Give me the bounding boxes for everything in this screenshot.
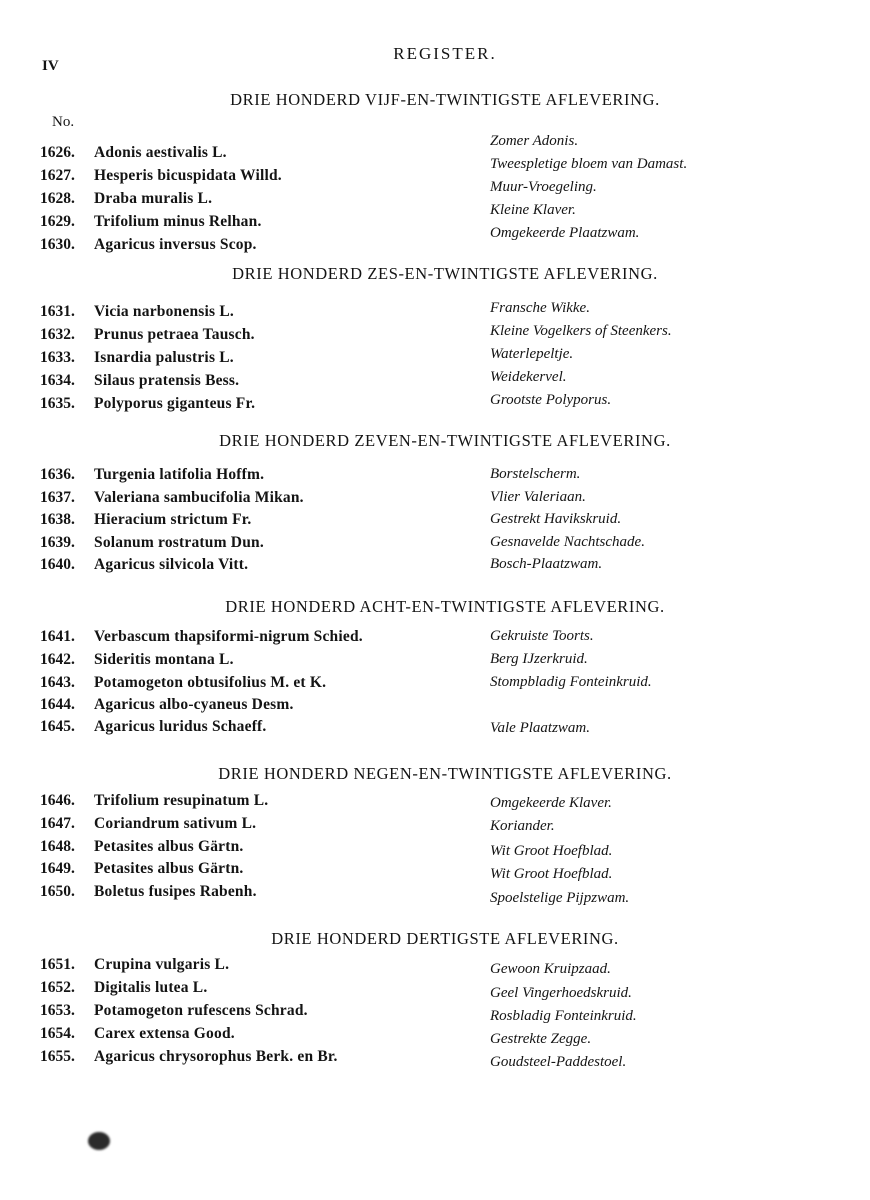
entry-dutch-name: Fransche Wikke. <box>490 300 590 316</box>
entry-dutch-name: Vale Plaatzwam. <box>490 720 590 736</box>
entry-latin-name: Petasites albus Gärtn. <box>94 838 244 855</box>
ink-spot <box>88 1132 110 1150</box>
list-item <box>0 225 870 258</box>
entry-dutch-name: Tweespletige bloem van Damast. <box>490 156 688 172</box>
entry-number: 1643. <box>40 674 75 691</box>
list-item <box>0 956 870 978</box>
list-item <box>0 651 870 673</box>
list-item <box>0 556 870 578</box>
entry-dutch-name: Zomer Adonis. <box>490 133 579 149</box>
list-item <box>0 883 870 905</box>
entry-dutch-name: Gestrekt Havikskruid. <box>490 511 622 527</box>
entry-dutch-name: Omgekeerde Plaatzwam. <box>490 225 640 241</box>
entry-latin-name: Isnardia palustris L. <box>94 349 234 366</box>
page-number: IV <box>42 58 59 74</box>
entry-dutch-name: Vlier Valeriaan. <box>490 489 586 505</box>
entry-number: 1642. <box>40 651 75 668</box>
entry-number: 1631. <box>40 303 75 320</box>
list-item <box>0 300 870 325</box>
entry-latin-name: Petasites albus Gärtn. <box>94 860 244 877</box>
entry-number: 1644. <box>40 696 75 713</box>
entry-number: 1647. <box>40 815 75 832</box>
entry-latin-name: Agaricus chrysorophus Berk. en Br. <box>94 1048 338 1065</box>
entry-dutch-name: Gestrekte Zegge. <box>490 1031 592 1047</box>
entry-latin-name: Potamogeton obtusifolius M. et K. <box>94 674 327 691</box>
list-item <box>0 179 870 212</box>
entry-latin-name: Digitalis lutea L. <box>94 979 208 996</box>
entry-dutch-name: Stompbladig Fonteinkruid. <box>490 674 652 690</box>
entry-number: 1648. <box>40 838 75 855</box>
entry-number: 1630. <box>40 236 75 253</box>
entry-latin-name: Vicia narbonensis L. <box>94 303 234 320</box>
list-item <box>0 369 870 394</box>
entry-number: 1641. <box>40 628 75 645</box>
list-item <box>0 674 870 696</box>
entry-number: 1652. <box>40 979 75 996</box>
entry-number: 1632. <box>40 326 75 343</box>
entry-number: 1639. <box>40 534 75 551</box>
entry-dutch-name: Koriander. <box>490 818 555 834</box>
entry-number: 1645. <box>40 718 75 735</box>
page-title: REGISTER. <box>393 44 497 63</box>
list-item <box>0 860 870 882</box>
entry-latin-name: Solanum rostratum Dun. <box>94 534 264 551</box>
entry-number: 1650. <box>40 883 75 900</box>
entry-dutch-name: Muur-Vroegeling. <box>490 179 597 195</box>
entry-latin-name: Adonis aestivalis L. <box>94 144 227 161</box>
list-item <box>0 838 870 860</box>
list-item <box>0 511 870 533</box>
entry-latin-name: Polyporus giganteus Fr. <box>94 395 256 412</box>
entry-number: 1654. <box>40 1025 75 1042</box>
entry-latin-name: Verbascum thapsiformi-nigrum Schied. <box>94 628 363 645</box>
entry-dutch-name: Gekruiste Toorts. <box>490 628 594 644</box>
list-item <box>0 979 870 1001</box>
number-column-label: No. <box>52 114 75 130</box>
entry-number: 1655. <box>40 1048 75 1065</box>
entry-latin-name: Coriandrum sativum L. <box>94 815 257 832</box>
list-item <box>0 1002 870 1024</box>
entry-dutch-name: Gesnavelde Nachtschade. <box>490 534 645 550</box>
entry-dutch-name: Gewoon Kruipzaad. <box>490 961 611 977</box>
entry-dutch-name: Omgekeerde Klaver. <box>490 795 612 811</box>
entry-dutch-name: Waterlepeltje. <box>490 346 574 362</box>
list-item <box>0 696 870 718</box>
list-item <box>0 466 870 488</box>
list-item <box>0 718 870 740</box>
entry-latin-name: Hesperis bicuspidata Willd. <box>94 167 282 184</box>
entry-number: 1653. <box>40 1002 75 1019</box>
entry-latin-name: Potamogeton rufescens Schrad. <box>94 1002 308 1019</box>
entry-latin-name: Agaricus luridus Schaeff. <box>94 718 267 735</box>
entry-latin-name: Boletus fusipes Rabenh. <box>94 883 257 900</box>
entry-number: 1638. <box>40 511 75 528</box>
entry-dutch-name: Borstelscherm. <box>490 466 581 482</box>
entry-dutch-name: Wit Groot Hoefblad. <box>490 866 613 882</box>
entry-number: 1637. <box>40 489 75 506</box>
entry-number: 1651. <box>40 956 75 973</box>
section-heading: DRIE HONDERD ZEVEN-EN-TWINTIGSTE AFLEVERING. <box>219 431 671 450</box>
entry-number: 1627. <box>40 167 75 184</box>
entry-latin-name: Draba muralis L. <box>94 190 213 207</box>
entry-dutch-name: Grootste Polyporus. <box>490 392 612 408</box>
list-item <box>0 815 870 837</box>
entry-dutch-name: Goudsteel-Paddestoel. <box>490 1054 627 1070</box>
entry-dutch-name: Weidekervel. <box>490 369 567 385</box>
list-item <box>0 133 870 166</box>
entry-latin-name: Agaricus albo-cyaneus Desm. <box>94 696 294 713</box>
entry-dutch-name: Rosbladig Fonteinkruid. <box>490 1008 637 1024</box>
entry-latin-name: Silaus pratensis Bess. <box>94 372 240 389</box>
section-heading: DRIE HONDERD VIJF-EN-TWINTIGSTE AFLEVERING. <box>230 90 660 109</box>
entry-dutch-name: Berg IJzerkruid. <box>490 651 588 667</box>
section-heading: DRIE HONDERD ZES-EN-TWINTIGSTE AFLEVERING. <box>232 264 658 283</box>
entry-latin-name: Crupina vulgaris L. <box>94 956 230 973</box>
entry-dutch-name: Spoelstelige Pijpzwam. <box>490 890 630 906</box>
entry-number: 1629. <box>40 213 75 230</box>
entry-latin-name: Trifolium resupinatum L. <box>94 792 269 809</box>
list-item <box>0 1025 870 1047</box>
entry-number: 1634. <box>40 372 75 389</box>
entry-dutch-name: Geel Vingerhoedskruid. <box>490 985 632 1001</box>
entry-latin-name: Prunus petraea Tausch. <box>94 326 255 343</box>
entry-latin-name: Valeriana sambucifolia Mikan. <box>94 489 304 506</box>
list-item <box>0 323 870 348</box>
entry-number: 1633. <box>40 349 75 366</box>
list-item <box>0 346 870 371</box>
entry-latin-name: Sideritis montana L. <box>94 651 234 668</box>
list-item <box>0 792 870 814</box>
entry-latin-name: Hieracium strictum Fr. <box>94 511 252 528</box>
list-item <box>0 392 870 417</box>
section-heading: DRIE HONDERD DERTIGSTE AFLEVERING. <box>271 929 619 948</box>
entry-latin-name: Agaricus inversus Scop. <box>94 236 257 253</box>
entry-latin-name: Turgenia latifolia Hoffm. <box>94 466 265 483</box>
entry-latin-name: Trifolium minus Relhan. <box>94 213 262 230</box>
entry-dutch-name: Kleine Vogelkers of Steenkers. <box>490 323 672 339</box>
entry-number: 1649. <box>40 860 75 877</box>
entry-dutch-name: Wit Groot Hoefblad. <box>490 843 613 859</box>
entry-number: 1640. <box>40 556 75 573</box>
entry-number: 1636. <box>40 466 75 483</box>
entry-dutch-name: Bosch-Plaatzwam. <box>490 556 603 572</box>
entry-number: 1635. <box>40 395 75 412</box>
list-item <box>0 489 870 511</box>
section-heading: DRIE HONDERD ACHT-EN-TWINTIGSTE AFLEVERING. <box>225 597 665 616</box>
list-item <box>0 534 870 556</box>
list-item <box>0 156 870 189</box>
entry-latin-name: Carex extensa Good. <box>94 1025 235 1042</box>
entry-latin-name: Agaricus silvicola Vitt. <box>94 556 249 573</box>
section-heading: DRIE HONDERD NEGEN-EN-TWINTIGSTE AFLEVERING. <box>218 764 672 783</box>
list-item <box>0 1048 870 1070</box>
list-item <box>0 202 870 235</box>
entry-number: 1626. <box>40 144 75 161</box>
entry-number: 1628. <box>40 190 75 207</box>
list-item <box>0 628 870 650</box>
entry-dutch-name: Kleine Klaver. <box>490 202 576 218</box>
entry-number: 1646. <box>40 792 75 809</box>
